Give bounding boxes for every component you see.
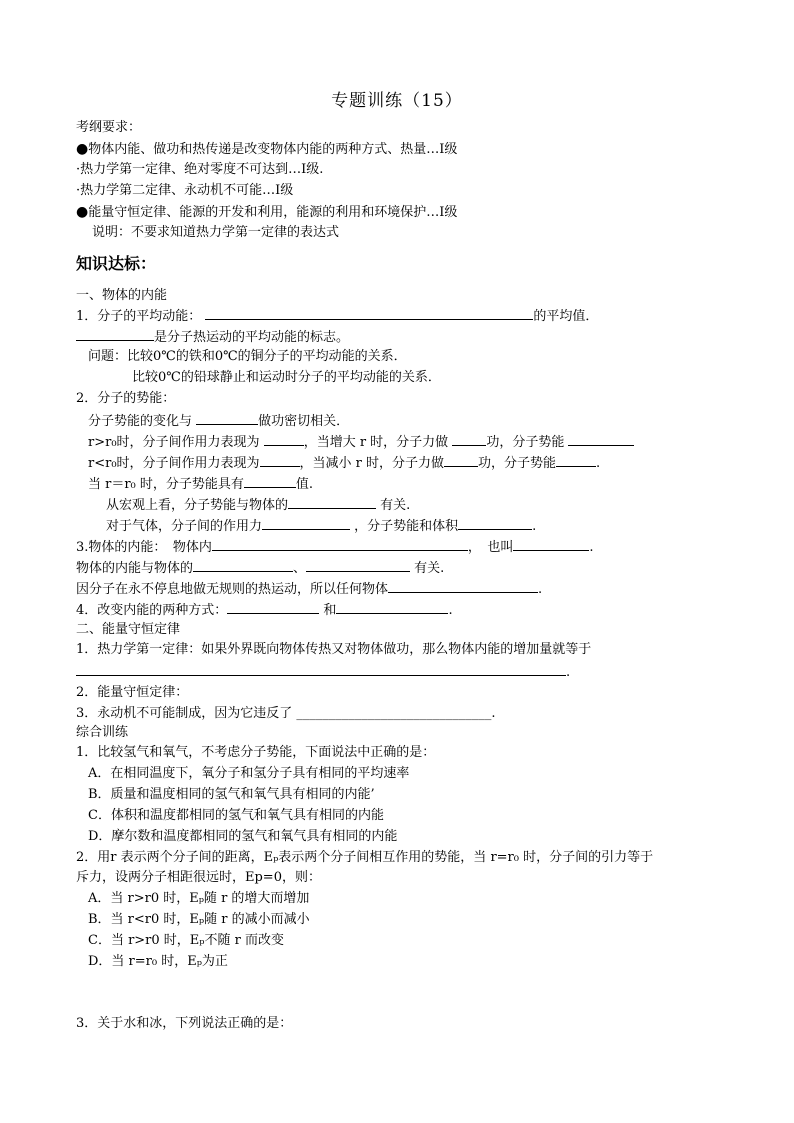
- answer-blank[interactable]: [260, 453, 300, 467]
- dot-icon: ·: [76, 162, 81, 177]
- question-stem: 2．用r 表示两个分子间的距离，Eₚ表示两个分子间相互作用的势能，当 r=r₀ 时，分子间的引力等于: [76, 850, 654, 865]
- question-line: 比较0℃的铅球静止和运动时分子的平均动能的关系．: [132, 370, 441, 385]
- question-line: .: [76, 662, 570, 682]
- answer-blank[interactable]: [205, 306, 533, 320]
- question-line: 1．热力学第一定律：如果外界既向物体传热又对物体做功，那么物体内能的增加量就等于: [76, 642, 592, 657]
- answer-blank[interactable]: [196, 411, 258, 425]
- bullet-icon: ●: [76, 141, 89, 157]
- requirement-item: ·热力学第一定律、绝对零度不可达到…Ⅰ级.: [76, 162, 324, 177]
- question-line: 3．永动机不可能制成，因为它违反了 ______________________________.: [76, 706, 496, 721]
- answer-option[interactable]: A．当 r>r0 时，Eₚ随 r 的增大而增加: [88, 891, 310, 906]
- question-line: 1．分子的平均动能： 的平均值．: [76, 306, 598, 326]
- question-line: 对于气体，分子间的作用力 ，分子势能和体积 .: [106, 516, 536, 536]
- question-line: 问题：比较0℃的铁和0℃的铜分子的平均动能的关系．: [88, 349, 407, 364]
- requirement-item: ●物体内能、做功和热传递是改变物体内能的两种方式、热量…Ⅰ级: [76, 141, 458, 157]
- answer-blank[interactable]: [444, 453, 478, 467]
- answer-option[interactable]: A．在相同温度下，氧分子和氢分子具有相同的平均速率: [88, 766, 410, 781]
- answer-blank[interactable]: [212, 537, 468, 551]
- question-line: 分子势能的变化与 做功密切相关．: [88, 411, 349, 431]
- question-line: 3.物体的内能： 物体内 ， 也叫 .: [76, 537, 594, 557]
- answer-blank[interactable]: [513, 537, 589, 551]
- question-line: r<r₀时，分子间作用力表现为 ，当减小 r 时，分子力做 功，分子势能 .: [88, 453, 600, 473]
- requirement-item: ●能量守恒定律、能源的开发和利用，能源的利用和环境保护…Ⅰ级: [76, 204, 458, 220]
- answer-blank[interactable]: [76, 327, 154, 341]
- answer-option[interactable]: C．体积和温度都相同的氢气和氧气具有相同的内能: [88, 808, 384, 823]
- question-line: 因分子在永不停息地做无规则的热运动，所以任何物体 .: [76, 579, 542, 599]
- answer-blank[interactable]: [556, 453, 596, 467]
- answer-option[interactable]: D．当 r=r₀ 时，Eₚ为正: [88, 954, 228, 969]
- answer-blank[interactable]: [568, 432, 634, 446]
- question-line: 当 r＝r₀ 时，分子势能具有 值.: [88, 474, 313, 494]
- question-stem: 1．比较氢气和氧气，不考虑分子势能，下面说法中正确的是：: [76, 745, 436, 760]
- answer-blank[interactable]: [227, 600, 319, 614]
- answer-option[interactable]: D．摩尔数和温度都相同的氢气和氧气具有相同的内能: [88, 829, 398, 844]
- page-title: 专题训练（15）: [331, 91, 463, 111]
- answer-blank[interactable]: [388, 579, 538, 593]
- question-stem: 斥力，设两分子相距很远时，Ep=0，则：: [76, 870, 321, 885]
- answer-blank[interactable]: [452, 432, 486, 446]
- dot-icon: ·: [76, 183, 81, 198]
- answer-option[interactable]: B．质量和温度相同的氢气和氧气具有相同的内能’: [88, 787, 375, 802]
- question-line: 2．能量守恒定律：: [76, 685, 189, 700]
- question-stem: 3．关于水和冰，下列说法正确的是：: [76, 1016, 293, 1031]
- requirements-note: 说明：不要求知道热力学第一定律的表达式: [92, 225, 340, 240]
- question-line: 从宏观上看，分子势能与物体的 有关.: [106, 495, 410, 515]
- section-heading: 二、能量守恒定律: [76, 622, 181, 637]
- section-heading: 综合训练: [76, 725, 129, 740]
- question-line: 4．改变内能的两种方式： 和 .: [76, 600, 453, 620]
- answer-blank[interactable]: [76, 662, 566, 676]
- answer-blank[interactable]: [193, 558, 293, 572]
- section-heading: 一、物体的内能: [76, 288, 168, 303]
- answer-option[interactable]: C．当 r>r0 时，Eₚ不随 r 而改变: [88, 933, 284, 948]
- question-line: 物体的内能与物体的 、 有关.: [76, 558, 444, 578]
- knowledge-heading: 知识达标：: [76, 254, 157, 273]
- answer-blank[interactable]: [262, 516, 350, 530]
- answer-blank[interactable]: [288, 495, 376, 509]
- answer-blank[interactable]: [336, 600, 448, 614]
- requirements-heading: 考纲要求：: [76, 120, 142, 135]
- answer-blank[interactable]: [458, 516, 532, 530]
- answer-blank[interactable]: [244, 474, 296, 488]
- requirement-item: ·热力学第二定律、永动机不可能…Ⅰ级: [76, 183, 294, 198]
- question-line: 是分子热运动的平均动能的标志。: [76, 327, 349, 347]
- answer-option[interactable]: B．当 r<r0 时，Eₚ随 r 的减小而减小: [88, 912, 310, 927]
- question-line: r>r₀时，分子间作用力表现为 ，当增大 r 时，分子力做 功，分子势能: [88, 432, 634, 452]
- answer-blank[interactable]: [264, 432, 304, 446]
- bullet-icon: ●: [76, 204, 89, 220]
- answer-blank[interactable]: ______________________________: [296, 706, 492, 721]
- question-line: 2．分子的势能：: [76, 391, 176, 406]
- answer-blank[interactable]: [306, 558, 410, 572]
